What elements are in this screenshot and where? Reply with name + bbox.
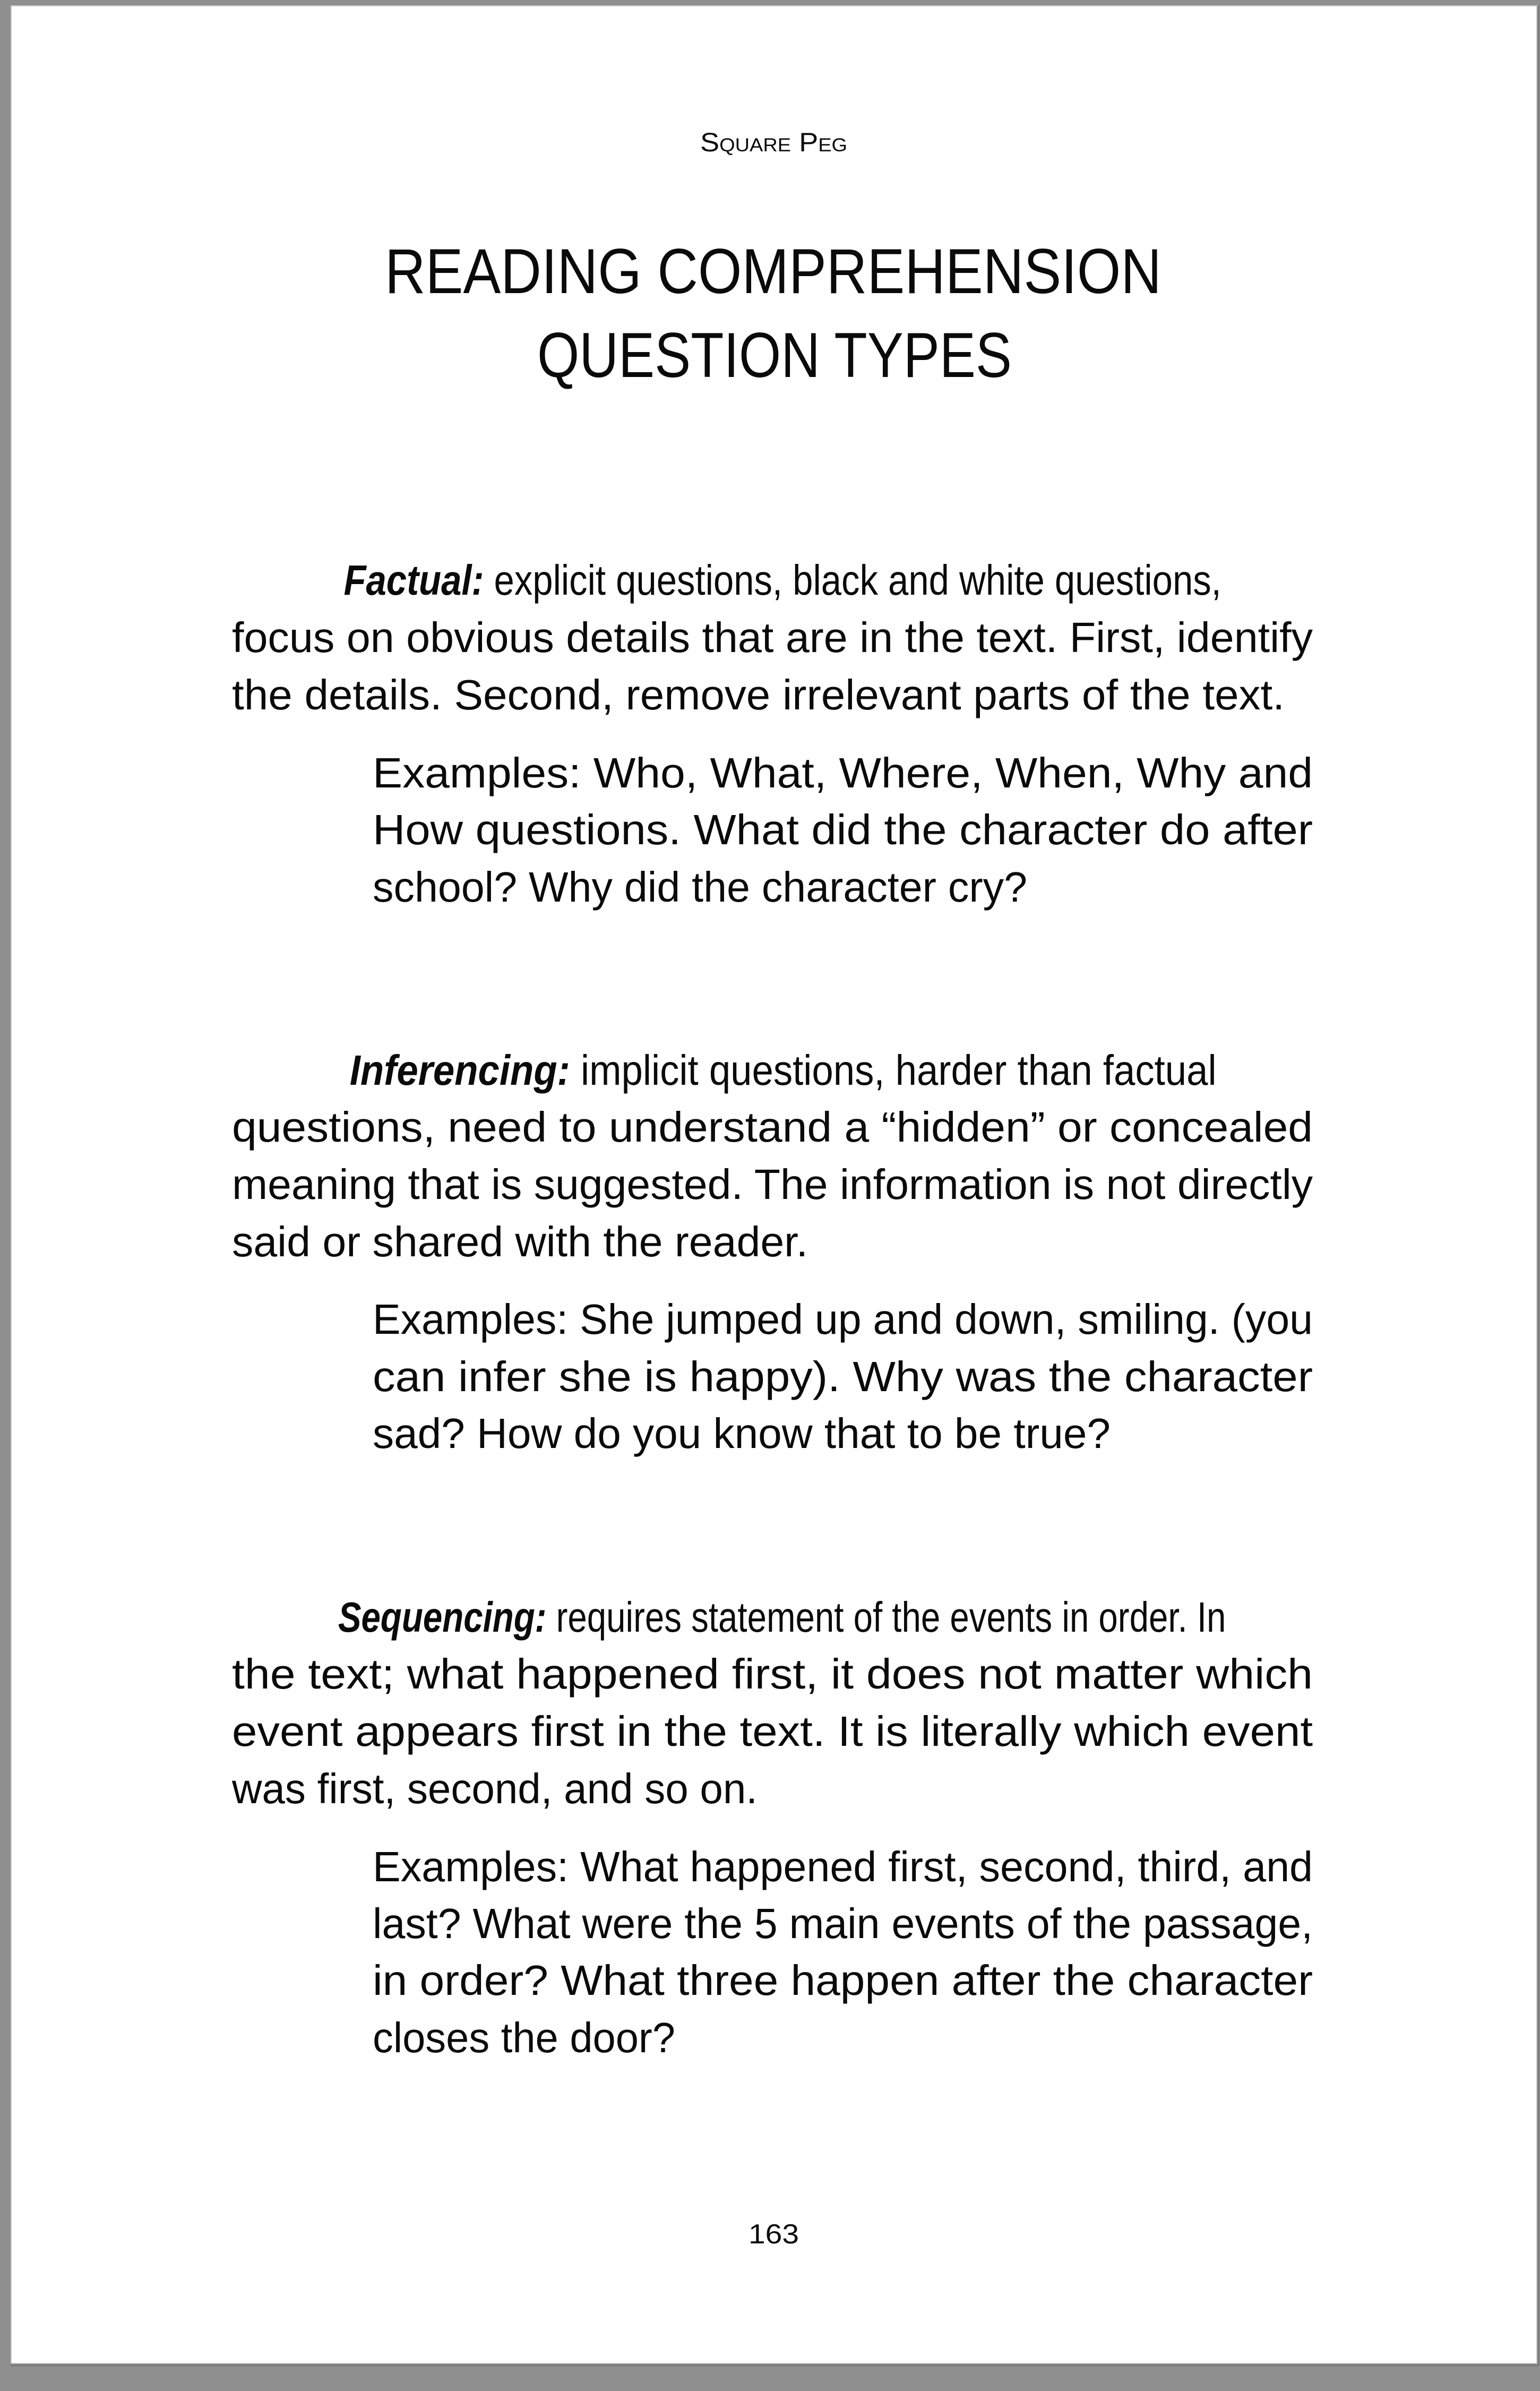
page-title-line-2: QUESTION TYPES	[537, 320, 1012, 391]
example-line: school? Why did the character cry?	[373, 863, 1027, 911]
page-title-line-1: READING COMPREHENSION	[385, 236, 1162, 307]
definition-text: implicit questions, harder than factual	[570, 1047, 1283, 1094]
example-line: can infer she is happy). Why was the character	[373, 1353, 1313, 1400]
example-line: Examples: Who, What, Where, When, Why and	[373, 749, 1313, 796]
running-header: Square Peg	[700, 127, 847, 157]
definition-text: requires statement of the events in order. In	[546, 1593, 1378, 1641]
definition-line: meaning that is suggested. The information is not directly	[232, 1161, 1313, 1208]
document-page	[12, 6, 1536, 2363]
definition-line: event appears first in the text. It is literally which event	[232, 1708, 1313, 1755]
definition-line: was first, second, and so on.	[231, 1765, 758, 1812]
page-number: 163	[749, 2219, 799, 2250]
term-label: Factual:	[343, 556, 507, 604]
term-label: Inferencing:	[349, 1047, 593, 1094]
definition-line	[232, 556, 1341, 604]
definition-line: said or shared with the reader.	[232, 1218, 808, 1265]
term-label: Sequencing:	[338, 1593, 593, 1641]
example-line: last? What were the 5 main events of the passage,	[373, 1900, 1313, 1947]
example-line: sad? How do you know that to be true?	[373, 1410, 1111, 1457]
examples-block	[373, 1296, 1313, 1457]
section-factual	[232, 556, 1341, 911]
example-line: Examples: She jumped up and down, smiling. (you	[373, 1296, 1313, 1343]
section-sequencing	[231, 1593, 1378, 2061]
definition-line: focus on obvious details that are in the text. First, identify	[232, 614, 1313, 661]
definition-line: the details. Second, remove irrelevant parts of the text.	[232, 671, 1285, 718]
definition-text: explicit questions, black and white questions,	[484, 556, 1341, 604]
examples-block	[373, 749, 1313, 911]
example-line: in order? What three happen after the character	[373, 1957, 1313, 2004]
definition-line	[232, 1047, 1313, 1094]
example-line: closes the door?	[373, 2014, 675, 2061]
definition-line: the text; what happened first, it does not matter which	[232, 1650, 1313, 1698]
examples-block	[373, 1843, 1313, 2061]
example-line: Examples: What happened first, second, third, and	[373, 1843, 1313, 1890]
definition-line: questions, need to understand a “hidden” or concealed	[232, 1103, 1313, 1151]
example-line: How questions. What did the character do after	[373, 806, 1313, 853]
page-content	[12, 6, 1536, 2363]
definition-line	[232, 1593, 1378, 1641]
section-inferencing	[232, 1047, 1313, 1457]
